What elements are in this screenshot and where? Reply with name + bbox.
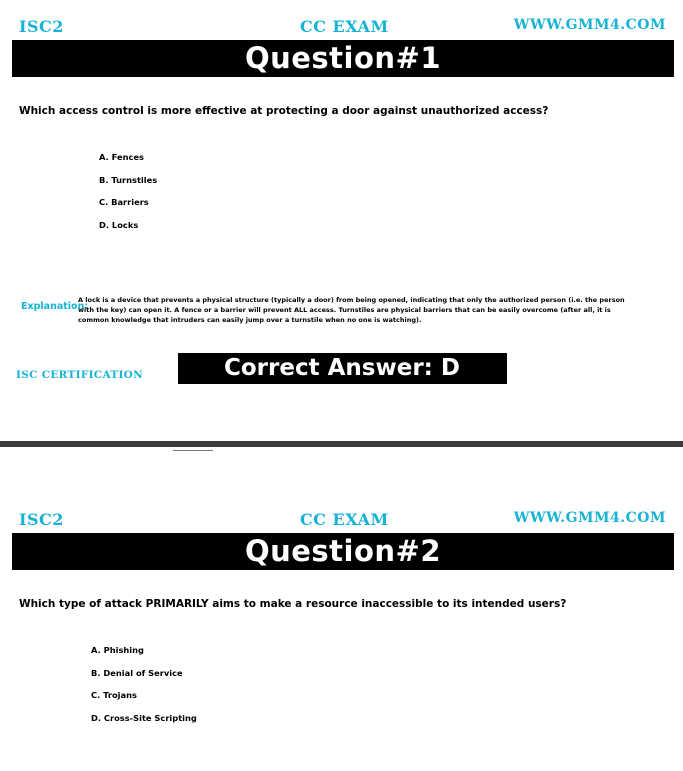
option-b: B. Denial of Service (91, 667, 183, 678)
question-text: Which access control is more effective at protecting a door against unauthorized access? (19, 105, 549, 117)
options-list (91, 644, 197, 734)
question-text: Which type of attack PRIMARILY aims to make a resource inaccessible to its intended users? (19, 598, 567, 610)
option-d: D. Locks (99, 219, 139, 230)
header-brand: ISC2 (19, 17, 64, 36)
header-website: WWW.GMM4.COM (513, 17, 666, 33)
option-c: C. Trojans (91, 690, 137, 700)
options-list (99, 151, 157, 241)
option-d: D. Cross-Site Scripting (91, 712, 197, 723)
header-website: WWW.GMM4.COM (513, 510, 666, 526)
correct-answer-bar: Correct Answer: D (178, 353, 507, 384)
option-b: B. Turnstiles (99, 174, 158, 185)
explanation-label: Explanation: (21, 301, 89, 312)
header-brand: ISC2 (19, 510, 64, 529)
question-title-bar: Question#2 (12, 533, 674, 570)
footer-certification: ISC CERTIFICATION (16, 369, 143, 381)
option-a: A. Phishing (91, 645, 144, 655)
divider-mark (173, 450, 213, 451)
header-exam: CC EXAM (300, 510, 389, 529)
option-c: C. Barriers (99, 197, 149, 207)
question-title-bar: Question#1 (12, 40, 674, 77)
option-a: A. Fences (99, 152, 144, 162)
page-divider (0, 441, 683, 447)
page-2 (0, 493, 683, 771)
header-exam: CC EXAM (300, 17, 389, 36)
explanation-text: A lock is a device that prevents a physical structure (typically a door) from being opened, indicating that only the authorized person (i.e. the person with the key) can open it. A fence or a barrier will prevent ALL access. Turnstiles are physical barriers that can be easily overcome (after all, it is common knowledge that intruders can easily jump over a turnstile when no one is watching). (78, 296, 625, 324)
